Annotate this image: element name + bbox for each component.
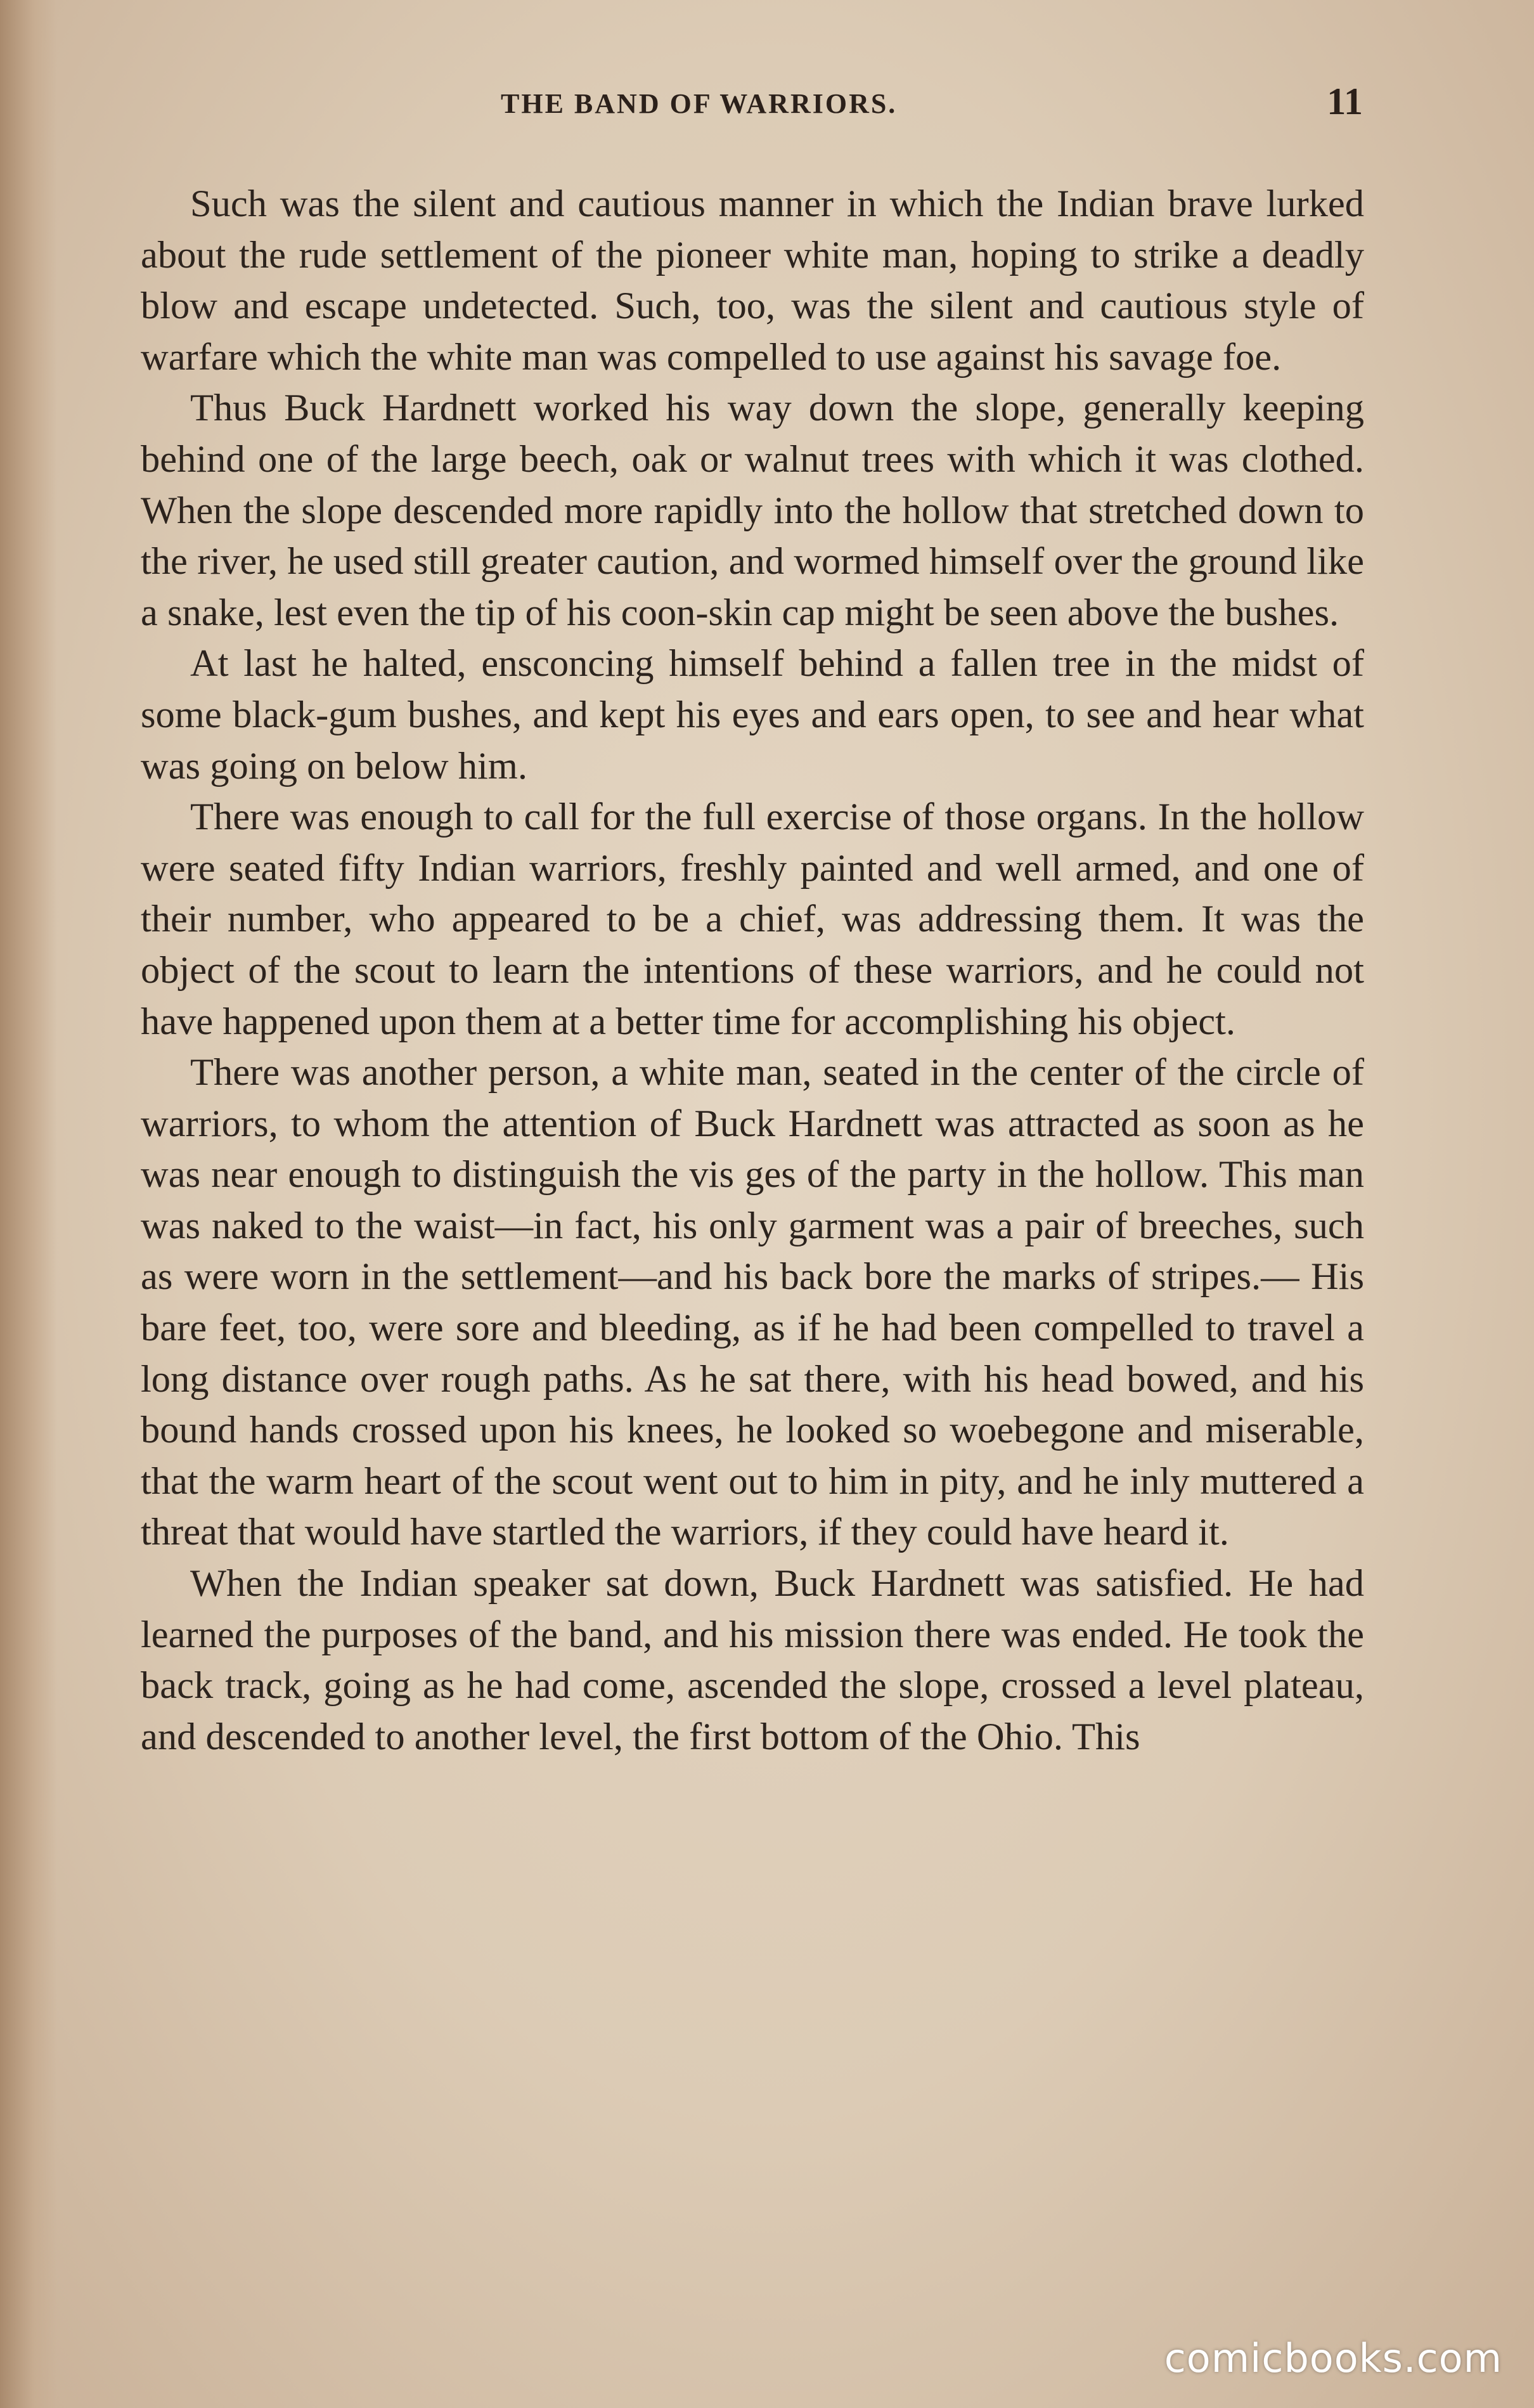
paragraph: When the Indian speaker sat down, Buck Hardnett was satisfied. He had learned the purposes of the band, and his mission there was ended. He took the back track, going as he had come, ascended the slope, crossed a level plateau, and descended to another level, the first bottom of the Ohio. This [141, 1562, 1364, 1758]
paragraph: There was enough to call for the full exercise of those organs. In the hollow were seated fifty Indian warriors, freshly painted and well armed, and one of their number, who appeared to be a chief, was addressing them. It was the object of the scout to learn the intentions of these warriors, and he could not have happened upon them at a better time for accomplishing his object. [141, 796, 1364, 1043]
paragraph: Such was the silent and cautious manner in which the Indian brave lurked about the rude settlement of the pioneer white man, hoping to strike a deadly blow and escape undetected. Such, too, was the silent and cautious style of warfare which the white man was compelled to use against his savage foe. [141, 183, 1364, 379]
paragraph: At last he halted, ensconcing himself behind a fallen tree in the midst of some black-gum bushes, and kept his eyes and ears open, to see and hear what was going on below him. [141, 642, 1364, 787]
paragraph: There was another person, a white man, seated in the center of the circle of warriors, to whom the attention of Buck Hardnett was attracted as soon as he was near enough to distinguish the vis ges of the party in the hollow. This man was naked to the waist—in fact, his only garment was a pair of breeches, such as were worn in the settlement—and his back bore the marks of stripes.— His bare feet, too, were sore and bleeding, as if he had been compelled to travel a long distance over rough paths. As he sat there, with his head bowed, and his bound hands crossed upon his knees, he looked so woebegone and miserable, that the warm heart of the scout went out to him in pity, and he inly muttered a threat that would have startled the warriors, if they could have heard it. [141, 1051, 1364, 1554]
watermark: comicbooks.com [1164, 2335, 1502, 2381]
page-number: 11 [1327, 81, 1363, 122]
body-text [141, 179, 1364, 1763]
page-edge-shadow [0, 0, 57, 2408]
paragraph: Thus Buck Hardnett worked his way down the slope, generally keeping behind one of the large beech, oak or walnut trees with which it was clothed. When the slope descended more rapidly into the hollow that stretched down to the river, he used still greater caution, and wormed himself over the ground like a snake, lest even the tip of his coon-skin cap might be seen above the bushes. [141, 387, 1364, 634]
running-header [146, 82, 1363, 133]
running-title: THE BAND OF WARRIORS. [501, 88, 898, 119]
